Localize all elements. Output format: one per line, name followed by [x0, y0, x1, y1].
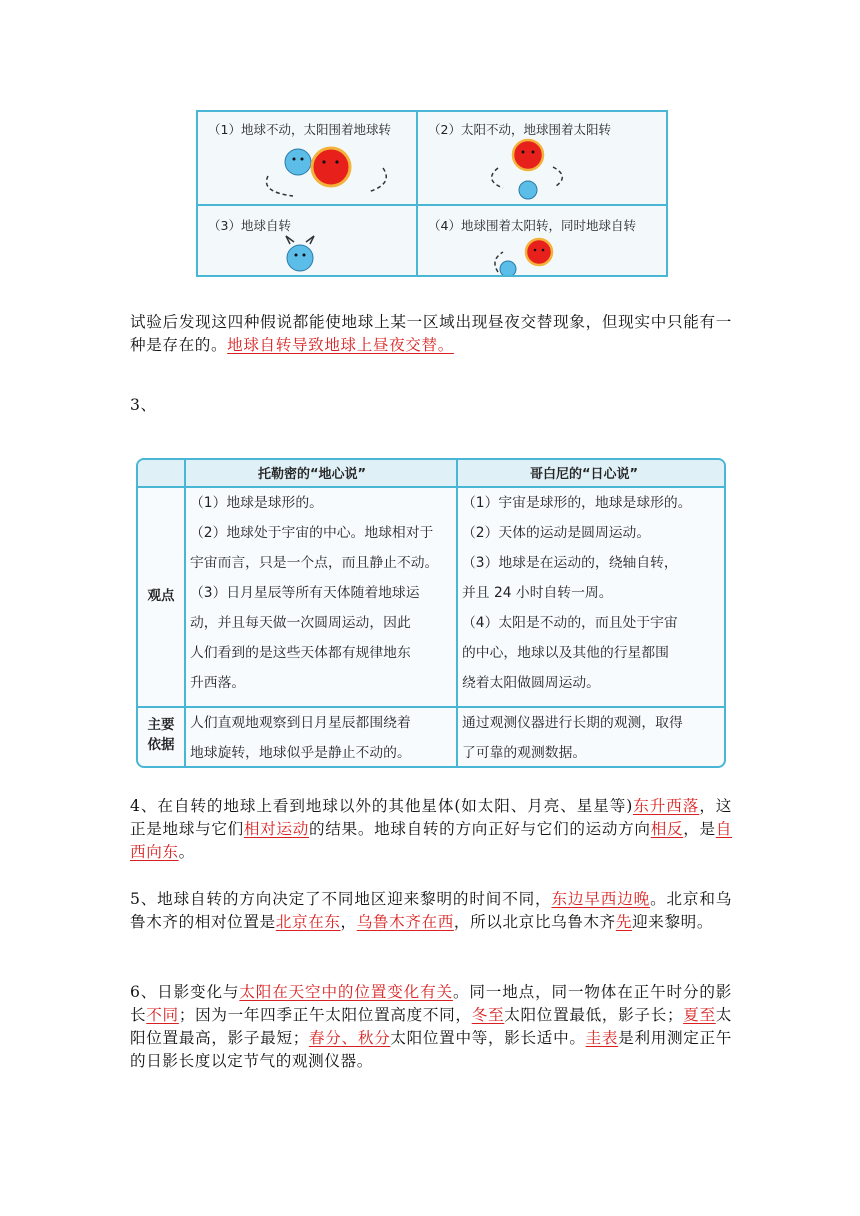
helio-basis-line: 了可靠的观测数据。	[462, 745, 587, 761]
figure-caption-3: （3）地球自转	[208, 218, 291, 233]
geo-basis-line: 人们直观地观察到日月星辰都围绕着	[190, 715, 411, 731]
earth-icon	[500, 261, 516, 275]
panel4-illustration	[495, 239, 552, 275]
para6-text: 是利用测定正午的日影长度以定节气的观测仪器。	[130, 1029, 732, 1070]
geo-line: （3）日月星辰等所有天体随着地球运	[190, 585, 420, 601]
geo-line: （2）地球处于宇宙的中心。地球相对于	[190, 525, 434, 541]
panel1-illustration	[266, 148, 386, 196]
figure-illustrations	[198, 112, 666, 275]
geo-line: 动，并且每天做一次圆周运动，因此	[190, 615, 411, 631]
earth-icon	[285, 149, 311, 175]
heliocentric-basis-cell	[462, 708, 683, 768]
para4-answer: 相反	[650, 820, 684, 838]
para6-answer: 太阳在天空中的位置变化有关	[239, 983, 453, 1001]
para5-answer: 北京在东	[275, 913, 341, 931]
panel3-illustration	[286, 236, 314, 271]
geocentric-viewpoint-cell	[190, 488, 438, 698]
para6-text: ；因为一年四季正午太阳位置高度不同，	[178, 1006, 472, 1024]
geo-basis-line: 地球旋转，地球似乎是静止不动的。	[190, 745, 411, 761]
para6	[130, 981, 732, 1073]
geo-line: 人们看到的是这些天体都有规律地东	[190, 645, 411, 661]
earth-icon	[287, 245, 313, 271]
helio-line: 并且 24 小时自转一周。	[462, 585, 613, 601]
row-label-viewpoint: 观点	[147, 588, 175, 604]
geo-line: （1）地球是球形的。	[190, 495, 323, 511]
para5-answer: 乌鲁木齐在西	[356, 913, 454, 931]
geocentric-basis-cell	[190, 708, 411, 768]
para1-answer: 地球自转导致地球上昼夜交替。	[227, 336, 454, 354]
helio-basis-line: 通过观测仪器进行长期的观测，取得	[462, 715, 683, 731]
item3-label: 3、	[130, 396, 157, 414]
earth-icon	[519, 181, 537, 199]
para5-answer: 先	[615, 913, 633, 931]
para6-text: 6、日影变化与	[130, 983, 240, 1001]
para4-text: 的结果。地球自转的方向正好与它们的运动方向	[309, 820, 651, 838]
para4-text: ，这正是地球与它们	[130, 797, 733, 838]
figure-caption-4: （4）地球围着太阳转，同时地球自转	[428, 218, 636, 233]
geo-helio-comparison-table	[136, 458, 726, 768]
para6-answer: 春分、秋分	[308, 1029, 391, 1047]
para6-text: 太阳位置最低，影子长；	[504, 1006, 684, 1024]
para6-text: 太阳位置中等，影长适中。	[390, 1029, 586, 1047]
sun-icon	[513, 140, 543, 170]
para5	[130, 888, 732, 934]
para6-text: 太阳位置最高，影子最短；	[130, 1006, 732, 1047]
hypotheses-figure	[196, 110, 668, 277]
para6-answer: 冬至	[471, 1006, 505, 1024]
row-label-basis-2: 依据	[147, 737, 175, 753]
sun-icon	[526, 239, 552, 265]
para5-text: 。北京和乌鲁木齐的相对位置是	[130, 890, 732, 931]
para4-answer: 东升西落	[633, 797, 700, 815]
helio-line: （1）宇宙是球形的，地球是球形的。	[462, 495, 692, 511]
header-heliocentric: 哥白尼的“日心说”	[530, 467, 639, 482]
para5-text: ，	[340, 913, 357, 931]
sun-icon	[312, 148, 350, 186]
row-label-basis-1: 主要	[147, 717, 175, 733]
para5-answer: 东边早西边晚	[551, 890, 651, 908]
para6-answer: 不同	[146, 1006, 179, 1024]
para5-text: 5、地球自转的方向决定了不同地区迎来黎明的时间不同，	[130, 890, 552, 908]
para1	[130, 311, 732, 357]
helio-line: （3）地球是在运动的，绕轴自转，	[462, 555, 678, 571]
para4-answer: 自西向东	[130, 820, 732, 861]
figure-caption-1: （1）地球不动，太阳围着地球转	[208, 122, 391, 137]
para4-text: 4、在自转的地球上看到地球以外的其他星体(如太阳、月亮、星星等)	[130, 797, 633, 815]
para1-text: 试验后发现这四种假说都能使地球上某一区域出现昼夜交替现象，但现实中只能有一种是存在的。	[130, 313, 732, 354]
para6-text: 。同一地点，同一物体在正午时分的影长	[130, 983, 733, 1024]
para6-answer: 圭表	[585, 1029, 619, 1047]
para4	[130, 795, 732, 864]
para6-answer: 夏至	[683, 1006, 716, 1024]
panel2-illustration	[492, 140, 563, 199]
para4-text: ，是	[683, 820, 716, 838]
para4-answer: 相对运动	[243, 820, 309, 838]
helio-line: （2）天体的运动是圆周运动。	[462, 525, 651, 541]
helio-line: 的中心，地球以及其他的行星都围	[462, 645, 669, 661]
para5-text: 迎来黎明。	[632, 913, 714, 931]
helio-line: （4）太阳是不动的，而且处于宇宙	[462, 615, 678, 631]
para5-text: ，所以北京比乌鲁木齐	[453, 913, 616, 931]
geo-line: 宇宙而言，只是一个点，而且静止不动。	[190, 555, 439, 571]
para4-text: 。	[178, 843, 195, 861]
header-geocentric: 托勒密的“地心说”	[258, 467, 367, 482]
heliocentric-viewpoint-cell	[462, 488, 692, 698]
geo-line: 升西落。	[190, 675, 246, 691]
figure-caption-2: （2）太阳不动，地球围着太阳转	[428, 122, 611, 137]
helio-line: 绕着太阳做圆周运动。	[462, 675, 600, 691]
